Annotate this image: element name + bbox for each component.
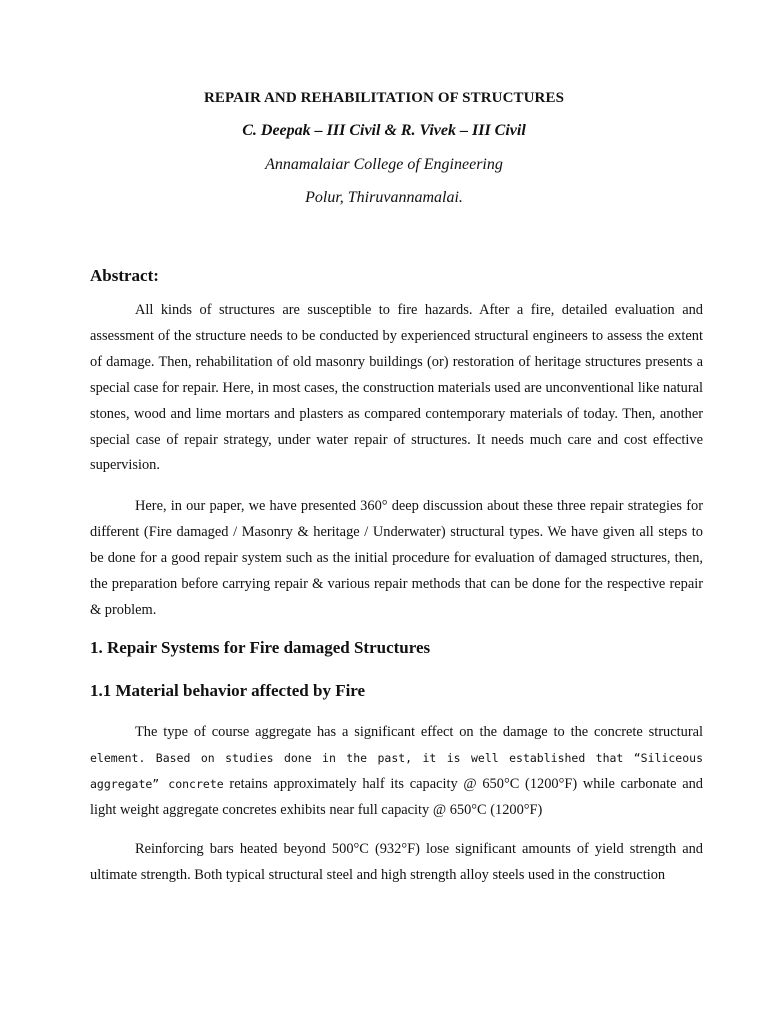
subsection-heading-1-1: 1.1 Material behavior affected by Fire xyxy=(90,681,366,700)
paragraph-line-monospace: element. Based on studies done in the past, it is well established that “Siliceous aggregate” concrete xyxy=(90,750,703,791)
section-heading-1: 1. Repair Systems for Fire damaged Structures xyxy=(90,638,431,657)
author-line: C. Deepak – III Civil & R. Vivek – III Civil xyxy=(242,122,526,139)
abstract-paragraph-1: All kinds of structures are susceptible to fire hazards. After a fire, detailed evaluation and assessment of the structure needs to be conducted by experienced structural engineers to assess the extent of damage. Then, rehabilitation of old masonry buildings (or) restoration of heritage structures presents a special case for repair. Here, in most cases, the construction materials used are unconventional like natural stones, wood and lime mortars and plasters as compared contemporary materials of today. Then, another special case of repair strategy, under water repair of structures. It needs much care and cost effective supervision. xyxy=(90,302,703,474)
affiliation-place: Polur, Thiruvannamalai. xyxy=(305,189,463,206)
affiliation-college: Annamalaiar College of Engineering xyxy=(265,156,503,173)
body-paragraph-aggregate xyxy=(90,720,703,824)
paper-title: REPAIR AND REHABILITATION OF STRUCTURES xyxy=(203,90,565,106)
abstract-paragraph-2: Here, in our paper, we have presented 360° deep discussion about these three repair strategies for different (Fire damaged / Masonry & heritage / Underwater) structural types. We have given all steps to be done for a good repair system such as the initial procedure for evaluation of damaged structures, then, the preparation before carrying repair & various repair methods that can be done for the respective repair & problem. xyxy=(90,498,703,618)
body-paragraph-reinforcing: Reinforcing bars heated beyond 500°C (932°F) lose significant amounts of yield strength and ultimate strength. Both typical structural steel and high strength alloy steels used in the construction xyxy=(90,841,703,883)
paragraph-line: retains approximately half its capacity @ 650°C (1200°F) while carbonate and light weight aggregate concretes exhibits near full capacity @ 650°C (1200°F) xyxy=(90,775,703,818)
abstract-heading: Abstract: xyxy=(90,266,159,285)
paragraph-line: The type of course aggregate has a significant effect on the damage to the concrete structural xyxy=(135,724,703,740)
